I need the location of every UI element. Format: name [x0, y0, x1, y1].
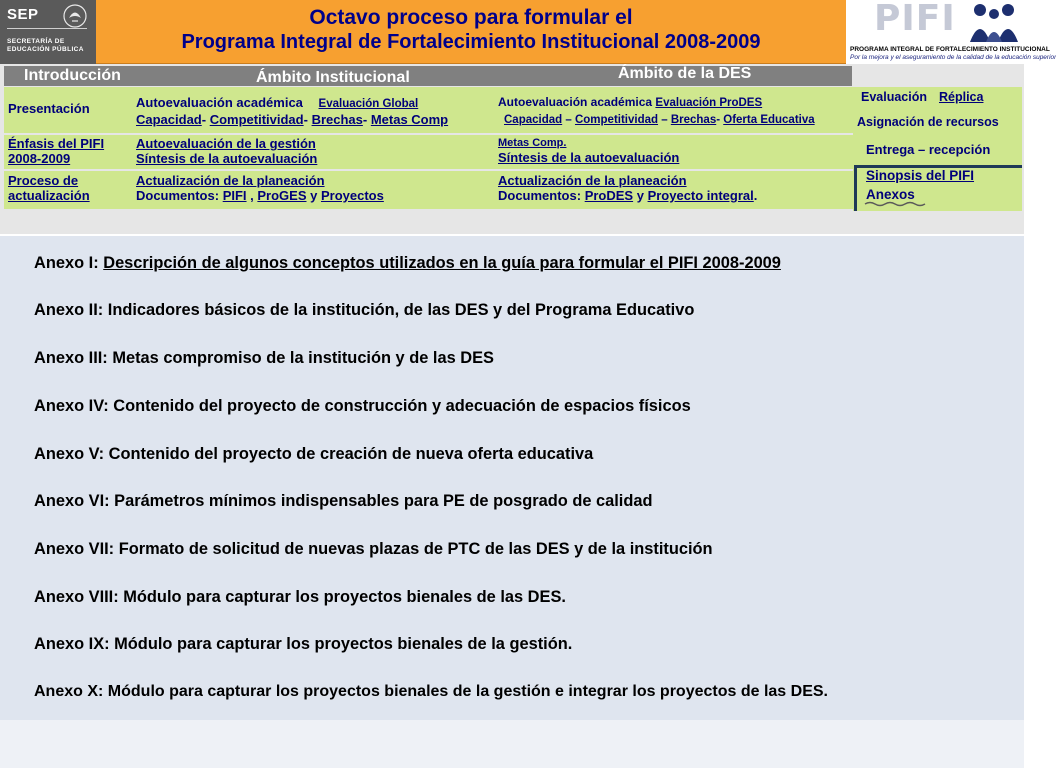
annex-item-label: Anexo I: [34, 254, 99, 272]
link-anexos[interactable]: Anexos [866, 187, 915, 202]
link-presentacion[interactable]: Presentación [8, 101, 90, 116]
annex-item-4[interactable]: Anexo IV: Contenido del proyecto de construcción y adecuación de espacios físicos [34, 397, 691, 415]
link-proges[interactable]: ProGES [257, 188, 307, 203]
nav-header-institucional[interactable]: Ámbito Institucional [134, 66, 494, 86]
label-autoevaluacion-academica-des: Autoevaluación académica [498, 95, 653, 109]
link-brechas[interactable]: Brechas [311, 112, 363, 127]
link-actualizacion-planeacion-des[interactable]: Actualización de la planeación [498, 173, 687, 188]
sep-logo-subtitle: SECRETARÍA DE EDUCACIÓN PÚBLICA [7, 38, 84, 53]
mexican-eagle-icon [60, 3, 90, 29]
link-enfasis-pifi[interactable]: Énfasis del PIFI 2008-2009 [8, 136, 105, 166]
sep-logo-divider [7, 28, 87, 29]
annex-item-6[interactable]: Anexo VI: Parámetros mínimos indispensables para PE de posgrado de calidad [34, 492, 653, 510]
annex-item-8[interactable]: Anexo VIII: Módulo para capturar los proyectos bienales de las DES. [34, 588, 566, 606]
link-metas-comp[interactable]: Metas Comp [370, 112, 449, 127]
nav-cell-actualizacion-planeacion-des: Actualización de la planeación Documentos: ProDES y Proyecto integral. [494, 171, 853, 209]
bottom-strip [0, 720, 1024, 768]
link-metas-comp-des[interactable]: Metas Comp. [498, 137, 567, 149]
link-oferta-educativa[interactable]: Oferta Educativa [723, 114, 815, 126]
nav-header-intro[interactable]: Introducción [4, 66, 134, 86]
link-proyectos[interactable]: Proyectos [320, 188, 384, 203]
nav-cell-autoevaluacion-gestion [132, 135, 494, 169]
pifi-logo [848, 0, 1056, 64]
nav-cell-proceso-actualizacion[interactable] [4, 171, 132, 209]
page-title-line1: Octavo proceso para formular el [309, 6, 633, 29]
annex-item-1[interactable] [34, 254, 781, 273]
link-asignacion-recursos[interactable]: Asignación de recursos [857, 115, 999, 129]
link-autoevaluacion-gestion[interactable]: Autoevaluación de la gestión [136, 136, 316, 151]
link-competitividad[interactable]: Competitividad [209, 112, 304, 127]
link-sinopsis-pifi[interactable]: Sinopsis del PIFI [866, 168, 975, 183]
annex-item-2[interactable]: Anexo II: Indicadores básicos de la institución, de las DES y del Programa Educativo [34, 301, 695, 319]
link-actualizacion-planeacion[interactable]: Actualización de la planeación [136, 173, 325, 188]
anexos-underline-squiggle-icon [864, 201, 926, 207]
link-evaluacion-global[interactable]: Evaluación Global [318, 98, 419, 110]
link-capacidad[interactable]: Capacidad [136, 112, 202, 127]
sep-logo-word: SEP [7, 6, 39, 23]
link-sintesis-autoevaluacion-des[interactable]: Síntesis de la autoevaluación [498, 150, 680, 165]
sep-logo [0, 0, 96, 64]
label-autoevaluacion-academica: Autoevaluación académica [136, 95, 303, 110]
link-sintesis-autoevaluacion[interactable]: Síntesis de la autoevaluación [136, 151, 318, 166]
link-pifi[interactable]: PIFI [222, 188, 247, 203]
link-entrega-recepcion[interactable]: Entrega – recepción [866, 142, 991, 157]
nav-cell-enfasis[interactable] [4, 135, 132, 169]
annex-item-5[interactable]: Anexo V: Contenido del proyecto de creación de nueva oferta educativa [34, 445, 594, 463]
link-capacidad-des[interactable]: Capacidad [504, 114, 563, 126]
link-prodes[interactable]: ProDES [584, 188, 634, 203]
annex-item-9[interactable]: Anexo IX: Módulo para capturar los proyectos bienales de la gestión. [34, 635, 573, 653]
link-evaluacion[interactable]: Evaluación [861, 90, 927, 104]
nav-cell-metas-des [494, 135, 853, 169]
pifi-logo-word: PIFI [874, 0, 956, 39]
annex-item-link[interactable]: Descripción de algunos conceptos utilizados en la guía para formular el PIFI 2008-2009 [103, 254, 781, 272]
nav-cell-autoevaluacion-des: Autoevaluación académica Evaluación ProDES Capacidad – Competitividad – Brechas- Oferta Educativa [494, 87, 853, 133]
nav-cell-presentacion[interactable] [4, 87, 132, 133]
page-title [96, 0, 846, 64]
pifi-logo-caption: PROGRAMA INTEGRAL DE FORTALECIMIENTO INSTITUCIONAL Por la mejora y el aseguramiento de la calidad de la educación superior [850, 46, 1056, 61]
link-brechas-des[interactable]: Brechas [670, 114, 717, 126]
annex-item-7[interactable]: Anexo VII: Formato de solicitud de nuevas plazas de PTC de las DES y de la institución [34, 540, 713, 558]
link-evaluacion-prodes[interactable]: Evaluación ProDES [655, 97, 763, 109]
label-documentos: Documentos: [136, 188, 220, 203]
pifi-people-icon [966, 2, 1022, 44]
page-title-line2: Programa Integral de Fortalecimiento Institucional 2008-2009 [181, 31, 761, 53]
annex-item-10[interactable]: Anexo X: Módulo para capturar los proyectos bienales de la gestión e integrar los proyectos de las DES. [34, 683, 828, 700]
link-replica[interactable]: Réplica [939, 90, 984, 104]
nav-cell-actualizacion-planeacion: Actualización de la planeación Documentos: PIFI , ProGES y Proyectos [132, 171, 494, 209]
nav-cell-autoevaluacion-institucional: Autoevaluación académica Evaluación Global Capacidad- Competitividad- Brechas- Metas Comp [132, 87, 494, 133]
label-documentos-des: Documentos: [498, 188, 582, 203]
link-proyecto-integral[interactable]: Proyecto integral [647, 188, 754, 203]
link-proceso-actualizacion[interactable]: Proceso de actualización [8, 173, 90, 203]
annex-item-3[interactable]: Anexo III: Metas compromiso de la institución y de las DES [34, 349, 494, 367]
link-competitividad-des[interactable]: Competitividad [574, 114, 659, 126]
nav-header-des[interactable]: Ámbito de la DES [494, 66, 852, 86]
